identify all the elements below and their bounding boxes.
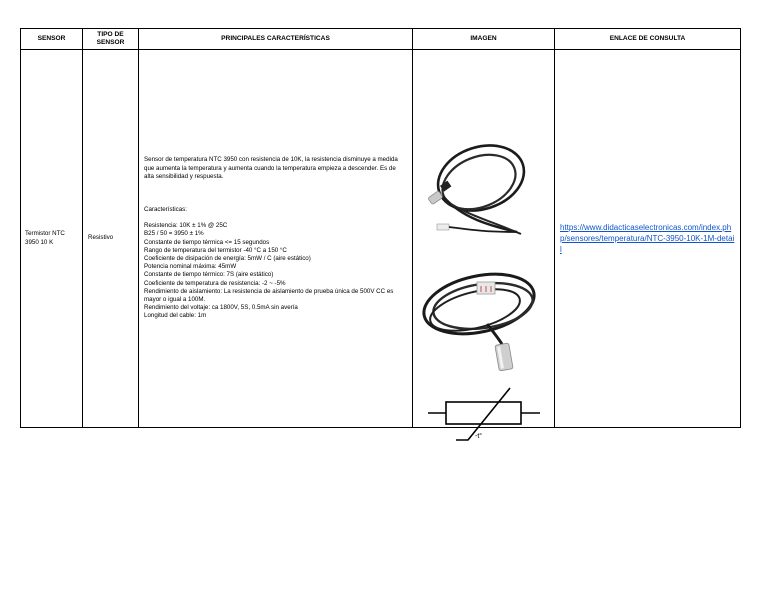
header-tipo: TIPO DE SENSOR <box>83 29 139 50</box>
header-imagen: IMAGEN <box>413 29 555 50</box>
features-title: Características: <box>144 205 187 213</box>
feature-item: Rendimiento del voltaje: ca 1800V, 5S, 0.5mA sin avería <box>144 304 298 312</box>
feature-item: Constante de tiempo térmico: 7S (aire estático) <box>144 271 274 279</box>
reference-link[interactable]: https://www.didacticaselectronicas.com/index.php/sensores/temperatura/NTC-3950-10K-1M-detail <box>560 222 735 255</box>
thermistor-photo-2 <box>417 264 549 378</box>
thermistor-photo-1 <box>421 136 531 248</box>
feature-item: Coeficiente de temperatura de resistencia: -2 ~ -5% <box>144 279 286 287</box>
header-enlace: ENLACE DE CONSULTA <box>555 29 741 50</box>
table-row <box>21 50 741 428</box>
cell-caracteristicas <box>139 50 413 428</box>
feature-item: B25 / 50 = 3950 ± 1% <box>144 230 204 238</box>
feature-item: Constante de tiempo térmica <= 15 segundos <box>144 238 270 246</box>
cell-sensor: Termistor NTC 3950 10 K <box>21 50 83 428</box>
description-text: Sensor de temperatura NTC 3950 con resistencia de 10K, la resistencia disminuye a medida que aumenta la temperatura y aumenta cuando la temperatura empieza a descender. Es de alta sensibilidad y respuesta. <box>144 156 398 180</box>
features-list <box>144 222 407 320</box>
header-sensor: SENSOR <box>21 29 83 50</box>
cell-tipo: Resistivo <box>83 50 139 428</box>
symbol-label: -t° <box>475 433 483 440</box>
header-caracteristicas: PRINCIPALES CARACTERÍSTICAS <box>139 29 413 50</box>
thermistor-symbol-icon <box>426 384 544 448</box>
cell-enlace <box>555 50 741 428</box>
header-row <box>21 29 741 50</box>
feature-item: Potencia nominal máxima: 45mW <box>144 263 237 271</box>
feature-item: Rango de temperatura del termistor -40 °C a 150 °C <box>144 246 287 254</box>
feature-item: Rendimiento de aislamiento: La resistencia de aislamiento de prueba única de 500V CC es mayor o igual a 100M. <box>144 287 394 304</box>
feature-item: Coeficiente de disipación de energía: 5mW / C (aire estático) <box>144 255 311 262</box>
feature-item: Longitud del cable: 1m <box>144 312 207 320</box>
cell-imagen <box>413 50 555 440</box>
feature-item: Resistencia: 10K ± 1% @ 25C <box>144 222 228 230</box>
sensor-table <box>20 28 741 440</box>
